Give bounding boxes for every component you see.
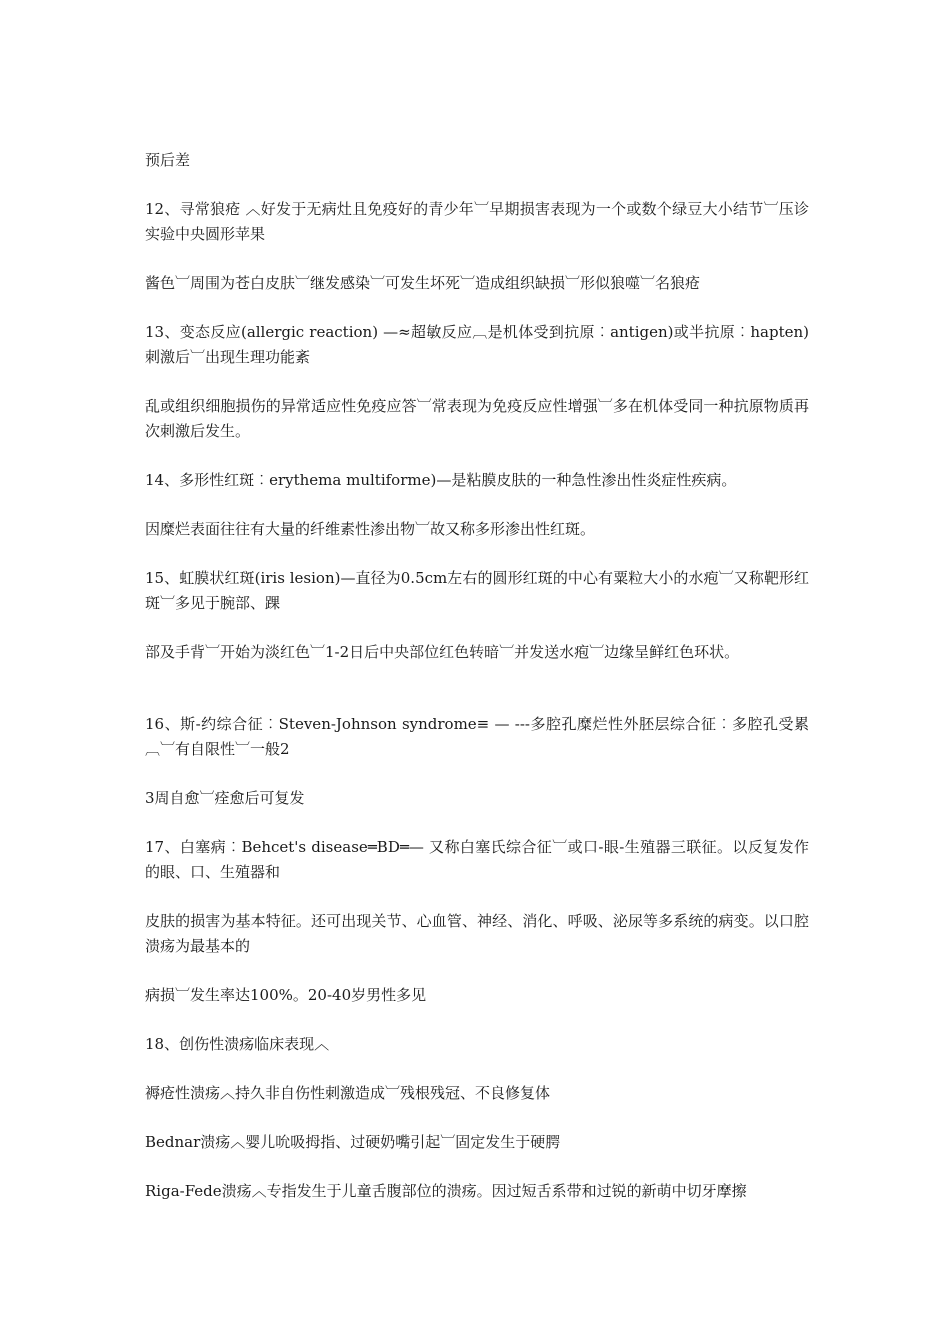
document-body	[145, 148, 809, 1228]
paragraph-13-continued: 乱或组织细胞损伤的异常适应性免疫应答︺常表现为免疫反应性增强︺多在机体受同一种抗原物质再次刺激后发生。	[145, 397, 809, 440]
paragraph-15-continued: 部及手背︺开始为淡红色︺1-2日后中央部位红色转暗︺并发送水疱︺边缘呈鲜红色环状。	[145, 643, 740, 661]
paragraph-17-incidence: 病损︺发生率达100%。20-40岁男性多见	[145, 986, 427, 1004]
paragraph-17-continued: 皮肤的损害为基本特征。还可出现关节、心血管、神经、消化、呼吸、泌尿等多系统的病变。以口腔溃疡为最基本的	[145, 912, 809, 955]
paragraph-18-decubital-ulcer: 褥疮性溃疡︿持久非自伤性刺激造成︺残根残冠、不良修复体	[145, 1084, 551, 1102]
paragraph-12-continued: 酱色︺周围为苍白皮肤︺继发感染︺可发生坏死︺造成组织缺损︺形似狼噬︺名狼疮	[145, 274, 701, 292]
paragraph-18-traumatic-ulcer-heading: 18、创伤性溃疡临床表现︿	[145, 1035, 330, 1053]
paragraph-18-riga-fede-ulcer: Riga-Fede溃疡︿专指发生于儿童舌腹部位的溃疡。因过短舌系带和过锐的新萌中切牙摩擦	[145, 1182, 747, 1200]
paragraph-12-lupus-vulgaris: 12、寻常狼疮 ︿好发于无病灶且免疫好的青少年︺早期损害表现为一个或数个绿豆大小结节︺压诊实验中央圆形苹果	[145, 200, 809, 243]
paragraph-18-bednar-ulcer: Bednar溃疡︿婴儿吮吸拇指、过硬奶嘴引起︺固定发生于硬腭	[145, 1133, 561, 1151]
paragraph-16-continued: 3周自愈︺痊愈后可复发	[145, 789, 305, 807]
paragraph-14-erythema-multiforme: 14、多形性红斑︰erythema multiforme)—是粘膜皮肤的一种急性渗出性炎症性疾病。	[145, 471, 737, 489]
paragraph-16-stevens-johnson: 16、斯-约综合征︰Steven-Johnson syndrome≡ — ---多腔孔糜烂性外胚层综合征︰多腔孔受累︹︺有自限性︺一般2	[145, 715, 809, 758]
paragraph-15-iris-lesion: 15、虹膜状红斑(iris lesion)—直径为0.5cm左右的圆形红斑的中心有粟粒大小的水疱︺又称靶形红斑︺多见于腕部、踝	[145, 569, 809, 612]
paragraph-17-behcet: 17、白塞病︰Behcet's disease═BD═— 又称白塞氏综合征︺或口-眼-生殖器三联征。以反复发作的眼、口、生殖器和	[145, 838, 809, 881]
paragraph-14-continued: 因糜烂表面往往有大量的纤维素性渗出物︺故又称多形渗出性红斑。	[145, 520, 596, 538]
paragraph-prognosis: 预后差	[145, 151, 191, 169]
paragraph-13-allergic-reaction: 13、变态反应(allergic reaction) —≈超敏反应︹是机体受到抗原︰antigen)或半抗原︰hapten)刺激后︺出现生理功能紊	[145, 323, 809, 366]
